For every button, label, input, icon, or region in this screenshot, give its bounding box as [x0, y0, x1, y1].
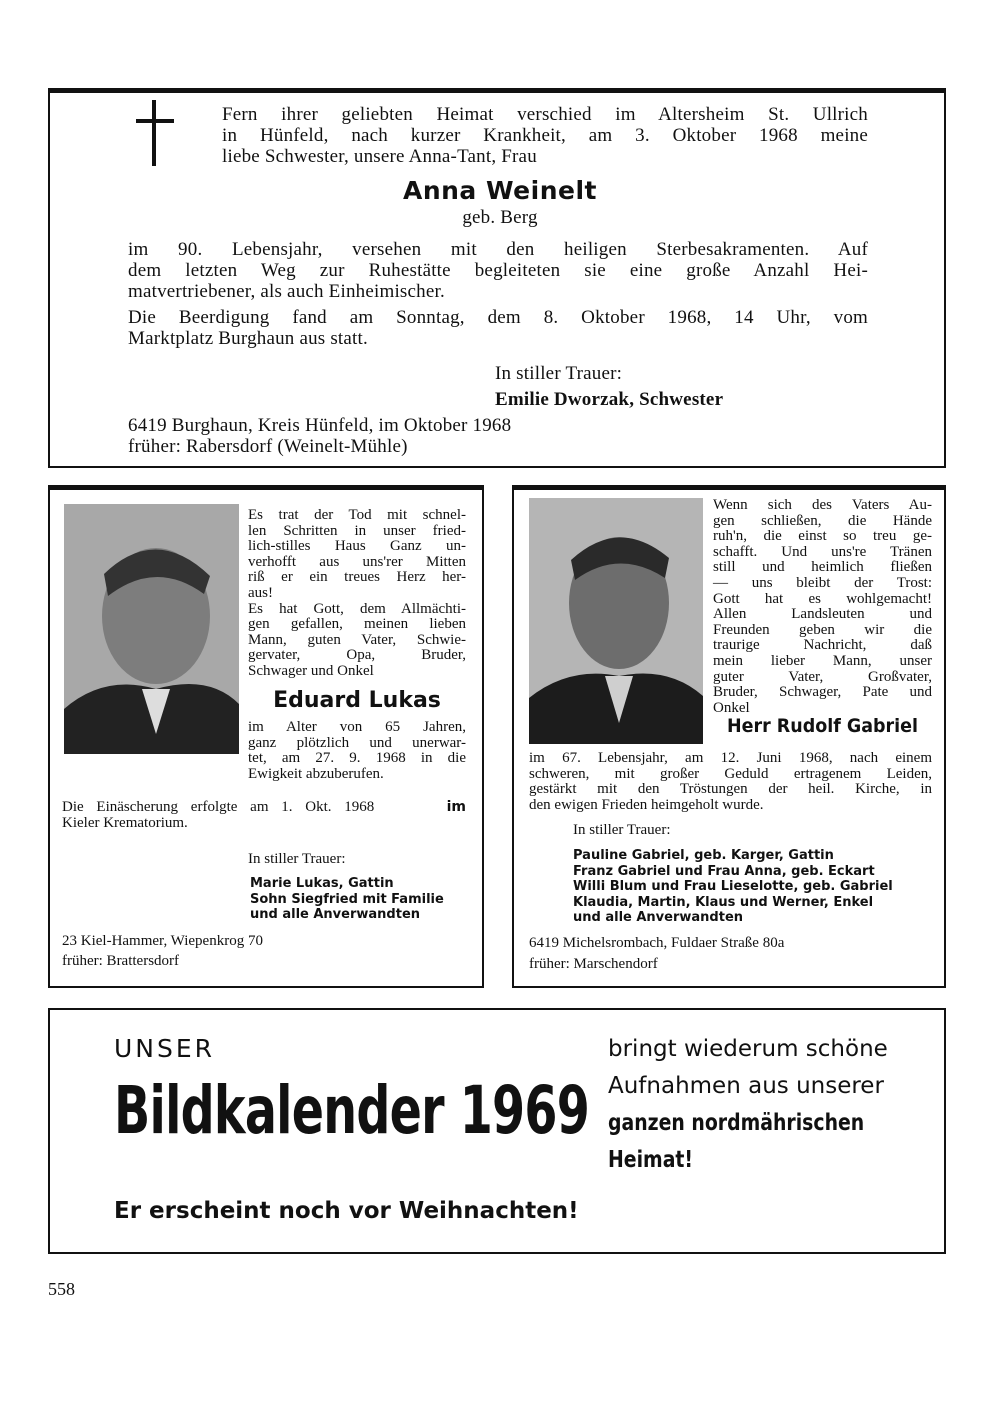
ad-prefix: UNSER: [114, 1034, 216, 1063]
ad-title: Bildkalender 1969: [114, 1072, 590, 1149]
lukas-cremation-line2: Kieler Krematorium.: [62, 815, 188, 831]
ad-right-text: bringt wiederum schöne Aufnahmen aus unserer ganzen nordmährischen Heimat!: [608, 1036, 888, 1173]
gabriel-mourning-label: In stiller Trauer:: [573, 822, 671, 838]
ad-tagline: Er erscheint noch vor Weihnachten!: [114, 1198, 579, 1224]
gabriel-body: im 67. Lebensjahr, am 12. Juni 1968, nach einem schweren, mit großer Geduld ertragenem Leiden, gestärkt mit den Tröstungen der heil. Kirche, in den ewigen Frieden heimgeholt wurde.: [529, 750, 932, 813]
weinelt-body: im 90. Lebensjahr, versehen mit den heiligen Sterbesakramenten. Auf dem letzten Weg zur Ruhestätte begleiteten sie eine große Anzahl Hei- matvertriebener, als auch Einheimischer.: [128, 239, 868, 302]
page-number: 558: [48, 1279, 75, 1299]
cross-icon: [133, 100, 177, 166]
weinelt-name: Anna Weinelt: [402, 176, 597, 205]
weinelt-intro: Fern ihrer geliebten Heimat verschied im Altersheim St. Ullrich in Hünfeld, nach kurzer Krankheit, am 3. Oktober 1968 meine liebe Schwester, unsere Anna-Tant, Frau: [222, 104, 868, 167]
lukas-place: 23 Kiel-Hammer, Wiepenkrog 70: [62, 933, 263, 949]
gabriel-verse: Wenn sich des Vaters Au- gen schließen, die Hände ruh'n, die einst so treu ge- schafft. Und uns're Tränen still und heimlich fließen — uns bleibt der Trost: Gott hat es wohlgemacht! Allen Landsleuten und Freunden geben wir die traurige Nachricht, daß mein lieber Mann, unser guter Vater, Großvater, Bruder, Schwager, Pate und Onkel: [713, 497, 932, 716]
portrait-eduard-lukas: [64, 504, 239, 754]
weinelt-former: früher: Rabersdorf (Weinelt-Mühle): [128, 436, 408, 457]
gabriel-former: früher: Marschendorf: [529, 956, 658, 972]
weinelt-mourner: Emilie Dworzak, Schwester: [495, 389, 724, 410]
gabriel-name: Herr Rudolf Gabriel: [726, 715, 919, 737]
lukas-cremation-line1: [62, 800, 466, 816]
lukas-mourning-label: In stiller Trauer:: [248, 851, 346, 867]
weinelt-place: 6419 Burghaun, Kreis Hünfeld, im Oktober 1968: [128, 415, 512, 436]
lukas-cremation-im: im: [446, 799, 466, 815]
lukas-age: im Alter von 65 Jahren, ganz plötzlich und unerwar- tet, am 27. 9. 1968 in die Ewigkeit abzuberufen.: [248, 719, 466, 782]
lukas-mourners: Marie Lukas, Gattin Sohn Siegfried mit Familie und alle Anverwandten: [250, 876, 444, 923]
lukas-cremation-text: Die Einäscherung erfolgte am 1. Okt. 1968: [62, 799, 375, 815]
weinelt-birth-name: geb. Berg: [462, 207, 538, 228]
gabriel-place: 6419 Michelsrombach, Fuldaer Straße 80a: [529, 935, 785, 951]
portrait-rudolf-gabriel: [529, 498, 703, 744]
lukas-name: Eduard Lukas: [273, 688, 441, 713]
lukas-former: früher: Brattersdorf: [62, 953, 180, 969]
lukas-verse: Es trat der Tod mit schnel- len Schritten in unser fried- lich-stilles Haus Ganz un- verhofft aus uns'rer Mitten riß er ein treues Herz her- aus! Es hat Gott, dem Allmächti- gen gefallen, meinen lieben Mann, guten Vater, Schwie- gervater, Opa, Bruder, Schwager und Onkel: [248, 507, 466, 679]
gabriel-mourners: Pauline Gabriel, geb. Karger, Gattin Franz Gabriel und Frau Anna, geb. Eckart Willi Blum und Frau Lieselotte, geb. Gabriel Klaudia, Martin, Klaus und Werner, Enkel und alle Anverwandten: [573, 848, 893, 926]
weinelt-mourning-label: In stiller Trauer:: [495, 363, 623, 384]
weinelt-funeral: Die Beerdigung fand am Sonntag, dem 8. Oktober 1968, 14 Uhr, vom Marktplatz Burghaun aus statt.: [128, 307, 868, 349]
